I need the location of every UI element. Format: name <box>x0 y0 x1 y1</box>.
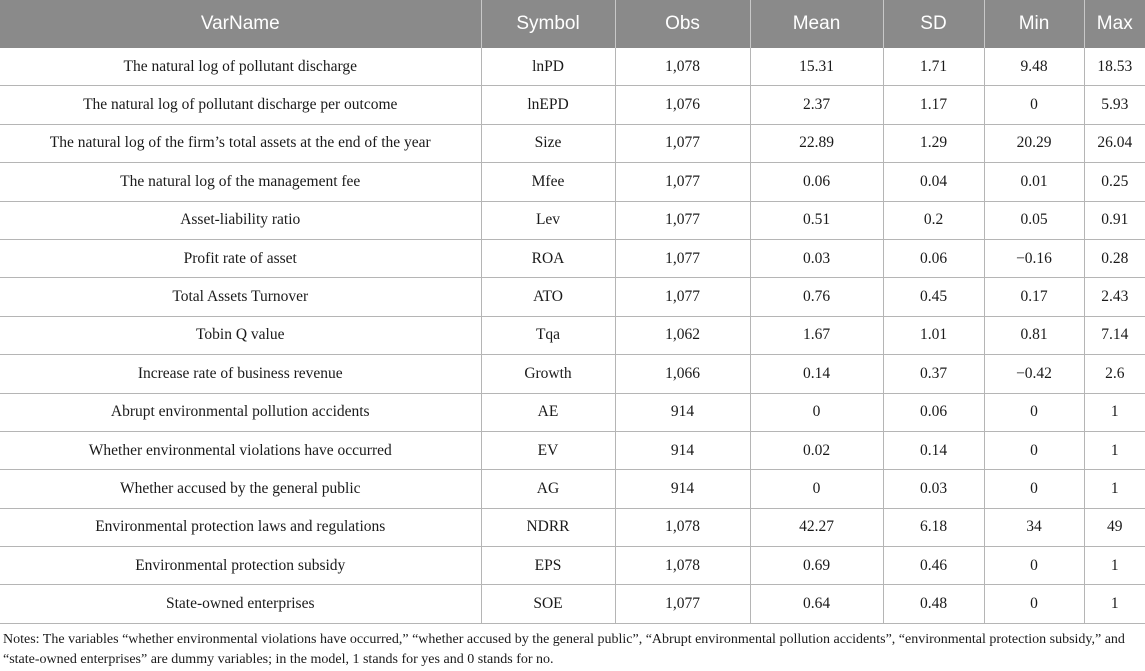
cell-symbol: Lev <box>481 201 615 239</box>
cell-sd: 0.37 <box>883 355 984 393</box>
cell-varname: Increase rate of business revenue <box>0 355 481 393</box>
cell-varname: Whether environmental violations have occurred <box>0 431 481 469</box>
table-row <box>0 86 1145 124</box>
cell-varname: Asset-liability ratio <box>0 201 481 239</box>
cell-obs: 1,077 <box>615 278 750 316</box>
cell-varname: The natural log of the firm’s total assets at the end of the year <box>0 124 481 162</box>
cell-varname: Abrupt environmental pollution accidents <box>0 393 481 431</box>
cell-min: 0 <box>984 393 1084 431</box>
cell-sd: 0.45 <box>883 278 984 316</box>
table-row <box>0 316 1145 354</box>
header-max: Max <box>1084 0 1145 48</box>
cell-sd: 0.03 <box>883 470 984 508</box>
cell-symbol: EPS <box>481 547 615 585</box>
cell-symbol: Growth <box>481 355 615 393</box>
cell-min: 9.48 <box>984 48 1084 86</box>
cell-mean: 15.31 <box>750 48 883 86</box>
cell-obs: 1,078 <box>615 508 750 546</box>
cell-sd: 0.48 <box>883 585 984 623</box>
cell-min: 0.17 <box>984 278 1084 316</box>
cell-mean: 0.03 <box>750 239 883 277</box>
cell-varname: Whether accused by the general public <box>0 470 481 508</box>
cell-obs: 914 <box>615 393 750 431</box>
cell-symbol: Mfee <box>481 163 615 201</box>
cell-obs: 1,077 <box>615 585 750 623</box>
cell-obs: 1,077 <box>615 239 750 277</box>
cell-max: 5.93 <box>1084 86 1145 124</box>
cell-obs: 1,066 <box>615 355 750 393</box>
table-row <box>0 239 1145 277</box>
cell-symbol: lnEPD <box>481 86 615 124</box>
cell-max: 2.6 <box>1084 355 1145 393</box>
cell-min: 0 <box>984 86 1084 124</box>
cell-symbol: EV <box>481 431 615 469</box>
table-row <box>0 278 1145 316</box>
cell-mean: 22.89 <box>750 124 883 162</box>
cell-varname: Environmental protection subsidy <box>0 547 481 585</box>
cell-min: 0.05 <box>984 201 1084 239</box>
cell-max: 0.25 <box>1084 163 1145 201</box>
cell-min: 0 <box>984 470 1084 508</box>
cell-min: −0.42 <box>984 355 1084 393</box>
cell-mean: 0.76 <box>750 278 883 316</box>
cell-mean: 0.02 <box>750 431 883 469</box>
cell-min: 34 <box>984 508 1084 546</box>
cell-mean: 0 <box>750 470 883 508</box>
cell-min: −0.16 <box>984 239 1084 277</box>
cell-mean: 2.37 <box>750 86 883 124</box>
table-row <box>0 355 1145 393</box>
table-row <box>0 547 1145 585</box>
table-row <box>0 393 1145 431</box>
cell-obs: 914 <box>615 431 750 469</box>
cell-mean: 0.51 <box>750 201 883 239</box>
cell-max: 0.91 <box>1084 201 1145 239</box>
cell-mean: 0.14 <box>750 355 883 393</box>
cell-max: 1 <box>1084 393 1145 431</box>
cell-max: 18.53 <box>1084 48 1145 86</box>
cell-varname: Environmental protection laws and regulations <box>0 508 481 546</box>
header-obs: Obs <box>615 0 750 48</box>
header-min: Min <box>984 0 1084 48</box>
cell-obs: 1,077 <box>615 124 750 162</box>
cell-symbol: NDRR <box>481 508 615 546</box>
cell-sd: 0.2 <box>883 201 984 239</box>
cell-varname: Profit rate of asset <box>0 239 481 277</box>
cell-symbol: AE <box>481 393 615 431</box>
header-mean: Mean <box>750 0 883 48</box>
table-row <box>0 201 1145 239</box>
table-row <box>0 470 1145 508</box>
cell-varname: Tobin Q value <box>0 316 481 354</box>
cell-sd: 1.71 <box>883 48 984 86</box>
cell-min: 0 <box>984 431 1084 469</box>
cell-sd: 1.17 <box>883 86 984 124</box>
cell-sd: 0.14 <box>883 431 984 469</box>
header-sd: SD <box>883 0 984 48</box>
cell-obs: 1,062 <box>615 316 750 354</box>
cell-symbol: ROA <box>481 239 615 277</box>
cell-max: 2.43 <box>1084 278 1145 316</box>
cell-varname: State-owned enterprises <box>0 585 481 623</box>
cell-max: 1 <box>1084 470 1145 508</box>
cell-max: 7.14 <box>1084 316 1145 354</box>
cell-sd: 1.29 <box>883 124 984 162</box>
cell-varname: The natural log of pollutant discharge <box>0 48 481 86</box>
table-header-row <box>0 0 1145 48</box>
cell-varname: The natural log of pollutant discharge per outcome <box>0 86 481 124</box>
cell-max: 1 <box>1084 431 1145 469</box>
cell-min: 0.81 <box>984 316 1084 354</box>
cell-min: 20.29 <box>984 124 1084 162</box>
cell-max: 0.28 <box>1084 239 1145 277</box>
table-notes: Notes: The variables “whether environmental violations have occurred,” “whether accused by the general public”, “Abrupt environmental pollution accidents”, “environmental protection subsidy,” and “state-owned enterprises” are dummy variables; in the model, 1 stands for yes and 0 stands for no. <box>3 632 1125 667</box>
cell-mean: 0.06 <box>750 163 883 201</box>
cell-symbol: Tqa <box>481 316 615 354</box>
cell-obs: 1,078 <box>615 48 750 86</box>
cell-max: 49 <box>1084 508 1145 546</box>
cell-sd: 0.06 <box>883 239 984 277</box>
cell-obs: 1,077 <box>615 163 750 201</box>
cell-symbol: ATO <box>481 278 615 316</box>
cell-obs: 1,078 <box>615 547 750 585</box>
table-body <box>0 48 1145 623</box>
cell-varname: The natural log of the management fee <box>0 163 481 201</box>
cell-sd: 0.04 <box>883 163 984 201</box>
cell-obs: 914 <box>615 470 750 508</box>
cell-symbol: Size <box>481 124 615 162</box>
cell-sd: 6.18 <box>883 508 984 546</box>
cell-max: 26.04 <box>1084 124 1145 162</box>
table-row <box>0 48 1145 86</box>
cell-max: 1 <box>1084 547 1145 585</box>
table-row <box>0 431 1145 469</box>
table-row <box>0 585 1145 623</box>
cell-mean: 0.69 <box>750 547 883 585</box>
table-row <box>0 508 1145 546</box>
cell-min: 0.01 <box>984 163 1084 201</box>
cell-min: 0 <box>984 585 1084 623</box>
cell-max: 1 <box>1084 585 1145 623</box>
cell-mean: 0.64 <box>750 585 883 623</box>
cell-sd: 0.06 <box>883 393 984 431</box>
cell-min: 0 <box>984 547 1084 585</box>
cell-varname: Total Assets Turnover <box>0 278 481 316</box>
cell-sd: 0.46 <box>883 547 984 585</box>
table-row <box>0 124 1145 162</box>
cell-symbol: AG <box>481 470 615 508</box>
table-row <box>0 163 1145 201</box>
cell-obs: 1,077 <box>615 201 750 239</box>
cell-symbol: lnPD <box>481 48 615 86</box>
header-symbol: Symbol <box>481 0 615 48</box>
cell-mean: 0 <box>750 393 883 431</box>
cell-mean: 1.67 <box>750 316 883 354</box>
cell-obs: 1,076 <box>615 86 750 124</box>
header-varname: VarName <box>0 0 481 48</box>
cell-sd: 1.01 <box>883 316 984 354</box>
cell-symbol: SOE <box>481 585 615 623</box>
cell-mean: 42.27 <box>750 508 883 546</box>
